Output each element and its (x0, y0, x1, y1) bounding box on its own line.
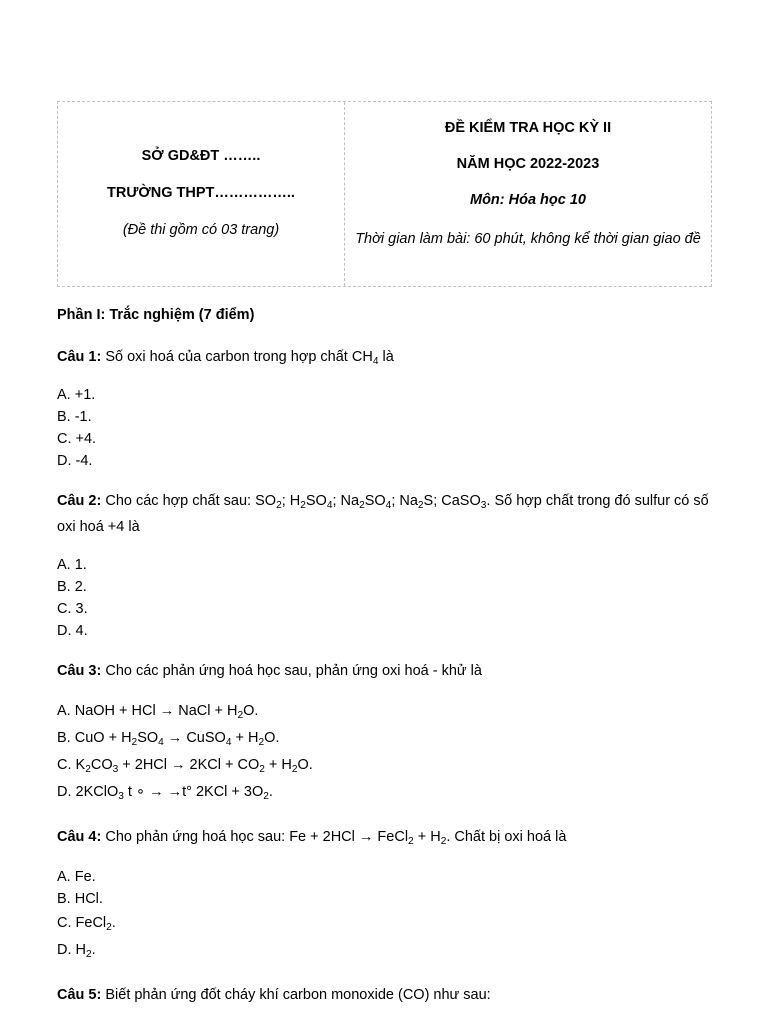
option-d (57, 779, 712, 806)
option-c: C. 3. (57, 601, 88, 617)
question-text: Cho phản ứng hoá học sau: Fe + 2HCl → FeCl (101, 829, 409, 845)
option-text: SO (137, 730, 159, 746)
question-text: ; Na (332, 493, 360, 509)
question-text: + H (413, 829, 441, 845)
subscript: 4 (385, 500, 392, 511)
question-2-options (57, 554, 712, 642)
subscript: 2 (276, 500, 282, 511)
option-b (57, 725, 712, 752)
subscript: 4 (158, 737, 164, 748)
question-label: Câu 5: (57, 987, 102, 1003)
option-text: O. (243, 703, 259, 719)
subscript: 2 (131, 737, 138, 748)
question-4-options (57, 866, 712, 964)
subscript: 2 (417, 500, 424, 511)
section-title: Phần I: Trắc nghiệm (7 điểm) (57, 307, 255, 323)
exam-title: ĐỀ KIỂM TRA HỌC KỲ II (444, 120, 612, 136)
subscript: 2 (86, 949, 92, 960)
question-text: SO (305, 493, 327, 509)
option-d: D. 4. (57, 623, 88, 639)
option-a: A. 1. (57, 557, 87, 573)
option-d: D. -4. (57, 453, 93, 469)
subscript: 3 (112, 764, 119, 775)
option-d (57, 937, 712, 964)
option-text: A. NaOH + HCl → NaCl + H (57, 703, 238, 719)
subscript: 2 (106, 922, 112, 933)
option-text: CO (90, 757, 113, 773)
subscript: 4 (326, 500, 333, 511)
question-label: Câu 3: (57, 663, 102, 679)
question-text: Cho các hợp chất sau: SO (101, 493, 277, 509)
department-name: SỞ GD&ĐT …….. (141, 148, 261, 164)
subject: Môn: Hóa học 10 (469, 192, 586, 208)
question-label: Câu 4: (57, 829, 102, 845)
question-text: ; H (281, 493, 301, 509)
option-text: O. (297, 757, 313, 773)
option-text: t ∘ → →t° 2KCl + 3O (123, 784, 264, 800)
option-a: A. Fe. (57, 869, 96, 885)
subscript: 2 (408, 836, 414, 847)
option-c: C. +4. (57, 431, 97, 447)
question-text: ; Na (391, 493, 418, 509)
time-note: Thời gian làm bài: 60 phút, không kể thời gian giao đề (355, 231, 701, 247)
option-text: + H (231, 730, 259, 746)
subscript: 4 (372, 356, 379, 367)
question-1-options (57, 384, 712, 472)
question-4 (57, 824, 712, 850)
question-5 (57, 982, 712, 1008)
option-text: . (111, 915, 116, 931)
exam-header-table (57, 101, 712, 287)
question-text: là (378, 349, 394, 365)
option-text: O. (264, 730, 280, 746)
question-text: Biết phản ứng đốt cháy khí carbon monoxide (CO) như sau: (101, 987, 491, 1003)
option-text: + 2HCl → 2KCl + CO (118, 757, 260, 773)
question-text: . Chất bị oxi hoá là (446, 829, 567, 845)
option-text: C. FeCl (57, 915, 107, 931)
question-label: Câu 1: (57, 349, 102, 365)
question-text: S; CaSO (423, 493, 481, 509)
question-1 (57, 344, 712, 370)
subscript: 2 (85, 764, 91, 775)
option-text: . (91, 942, 96, 958)
question-text: . Số hợp chất trong đó sulfur có số oxi hoá +4 là (57, 493, 709, 535)
subscript: 3 (118, 791, 124, 802)
subscript: 2 (291, 764, 298, 775)
option-a (57, 698, 712, 725)
subscript: 3 (480, 500, 487, 511)
question-label: Câu 2: (57, 493, 102, 509)
option-text: C. K (57, 757, 86, 773)
pages-note: (Đề thi gồm có 03 trang) (122, 222, 280, 238)
question-3 (57, 658, 712, 684)
subscript: 2 (440, 836, 447, 847)
question-2 (57, 488, 712, 540)
exam-page (57, 101, 712, 1008)
option-c (57, 752, 712, 779)
question-text: Số oxi hoá của carbon trong hợp chất CH (101, 349, 373, 365)
option-b: B. HCl. (57, 891, 103, 907)
option-text: B. CuO + H (57, 730, 132, 746)
option-text: → CuSO (163, 730, 226, 746)
subscript: 2 (259, 764, 265, 775)
question-text: SO (364, 493, 386, 509)
school-name: TRƯỜNG THPT…………….. (107, 185, 295, 201)
question-text: Cho các phản ứng hoá học sau, phản ứng oxi hoá - khử là (101, 663, 482, 679)
option-b: B. 2. (57, 579, 87, 595)
subscript: 4 (225, 737, 232, 748)
option-b: B. -1. (57, 409, 92, 425)
subscript: 2 (237, 710, 244, 721)
option-a: A. +1. (57, 387, 96, 403)
option-c (57, 910, 712, 937)
question-3-options (57, 698, 712, 806)
option-text: D. H (57, 942, 86, 958)
subscript: 2 (263, 791, 269, 802)
school-year: NĂM HỌC 2022-2023 (456, 156, 600, 172)
option-text: D. 2KClO (57, 784, 119, 800)
header-left-cell (58, 102, 345, 286)
header-right-cell (345, 102, 711, 286)
subscript: 2 (359, 500, 365, 511)
subscript: 2 (300, 500, 306, 511)
subscript: 2 (258, 737, 265, 748)
option-text: + H (264, 757, 292, 773)
option-text: . (268, 784, 273, 800)
